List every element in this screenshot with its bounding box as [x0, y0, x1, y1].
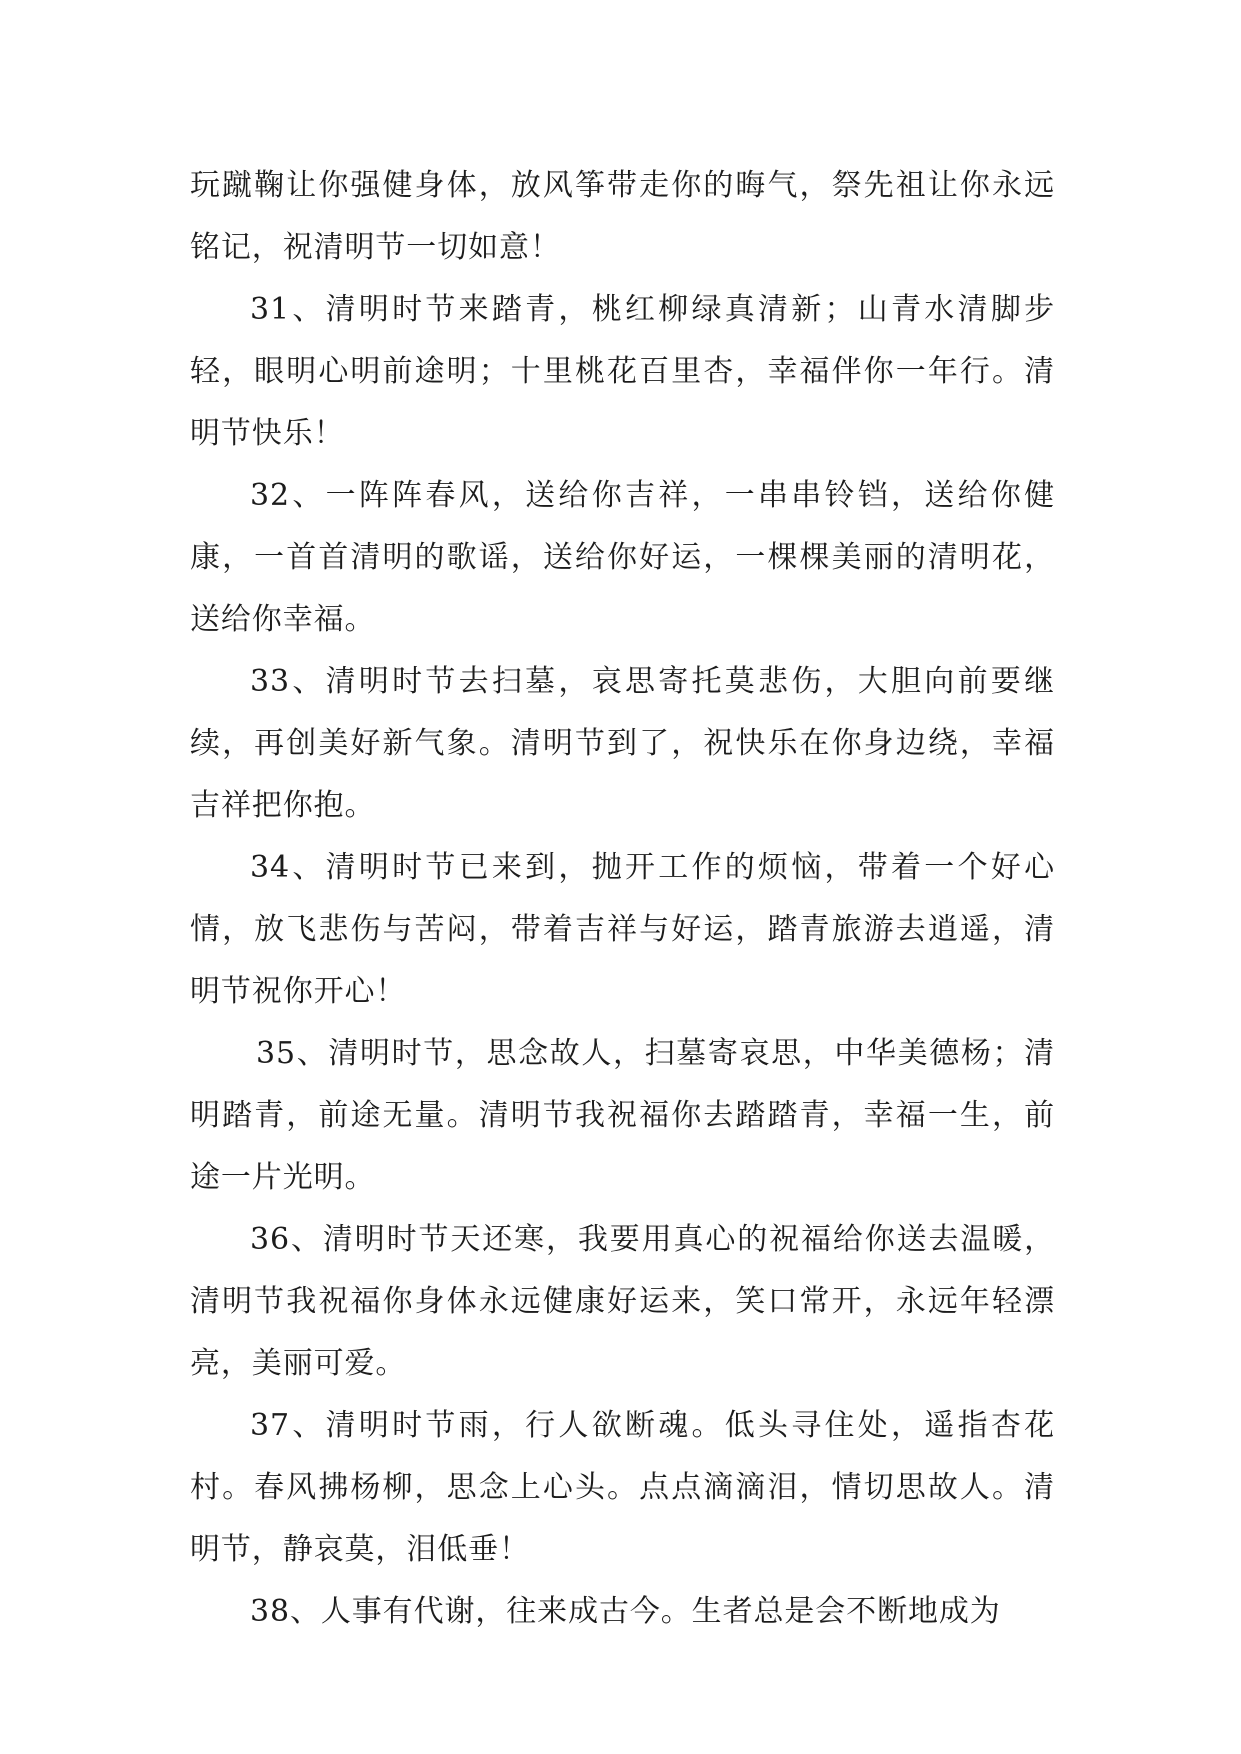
paragraph-37: 37、清明时节雨，行人欲断魂。低头寻住处，遥指杏花村。春风拂杨柳，思念上心头。点点滴滴泪，情切思故人。清明节，静哀莫，泪低垂！	[190, 1408, 1055, 1567]
paragraph-continuation: 玩蹴鞠让你强健身体，放风筝带走你的晦气，祭先祖让你永远铭记，祝清明节一切如意！	[190, 168, 1055, 265]
paragraph-32: 32、一阵阵春风，送给你吉祥，一串串铃铛，送给你健康，一首首清明的歌谣，送给你好运，一棵棵美丽的清明花，送给你幸福。	[190, 478, 1055, 637]
paragraph-36: 36、清明时节天还寒，我要用真心的祝福给你送去温暖，清明节我祝福你身体永远健康好运来，笑口常开，永远年轻漂亮，美丽可爱。	[190, 1222, 1055, 1381]
paragraph-33: 33、清明时节去扫墓，哀思寄托莫悲伤，大胆向前要继续，再创美好新气象。清明节到了，祝快乐在你身边绕，幸福吉祥把你抱。	[190, 664, 1055, 823]
paragraph-31: 31、清明时节来踏青，桃红柳绿真清新；山青水清脚步轻，眼明心明前途明；十里桃花百里杏，幸福伴你一年行。清明节快乐！	[190, 292, 1055, 451]
paragraph-38: 38、人事有代谢，往来成古今。生者总是会不断地成为	[250, 1594, 1001, 1629]
document-body	[190, 155, 1055, 1643]
paragraph-34: 34、清明时节已来到，抛开工作的烦恼，带着一个好心情，放飞悲伤与苦闷，带着吉祥与好运，踏青旅游去逍遥，清明节祝你开心！	[190, 850, 1055, 1009]
paragraph-35: 35、清明时节，思念故人，扫墓寄哀思，中华美德杨；清明踏青，前途无量。清明节我祝福你去踏踏青，幸福一生，前途一片光明。	[190, 1036, 1055, 1195]
